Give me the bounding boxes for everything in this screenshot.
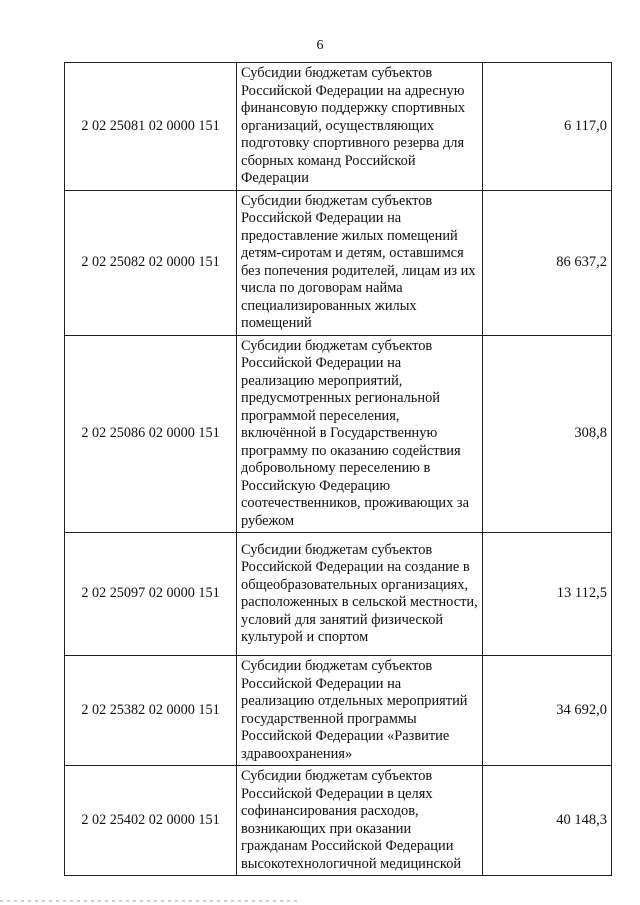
table-row: [65, 190, 612, 335]
amount-cell: 34 692,0: [483, 656, 612, 766]
amount-cell: 13 112,5: [483, 533, 612, 656]
budget-code-cell: 2 02 25086 02 0000 151: [65, 335, 237, 533]
table-row: [65, 656, 612, 766]
budget-revenue-table: [64, 62, 612, 876]
description-cell: Субсидии бюджетам субъектов Российской Федерации на реализацию мероприятий, предусмотренных региональной программой переселения, включённой в Государственную программу по оказанию содействия добровольному переселению в Российскую Федерацию соотечественников, проживающих за рубежом: [237, 335, 483, 533]
table-row: [65, 335, 612, 533]
description-cell: Субсидии бюджетам субъектов Российской Федерации на создание в общеобразовательных организациях, расположенных в сельской местности, условий для занятий физической культурой и спортом: [237, 533, 483, 656]
description-cell: Субсидии бюджетам субъектов Российской Федерации на предоставление жилых помещений детям-сиротам и детям, оставшимся без попечения родителей, лицам из их числа по договорам найма специализированных жилых помещений: [237, 190, 483, 335]
budget-code-cell: 2 02 25097 02 0000 151: [65, 533, 237, 656]
amount-cell: 40 148,3: [483, 766, 612, 876]
page-number: 6: [316, 38, 324, 53]
budget-code-cell: 2 02 25382 02 0000 151: [65, 656, 237, 766]
table-row: [65, 766, 612, 876]
scan-artifact: [0, 900, 300, 902]
budget-code-cell: 2 02 25082 02 0000 151: [65, 190, 237, 335]
amount-cell: 86 637,2: [483, 190, 612, 335]
budget-code-cell: 2 02 25402 02 0000 151: [65, 766, 237, 876]
table-row: [65, 63, 612, 191]
amount-cell: 6 117,0: [483, 63, 612, 191]
table-row: [65, 533, 612, 656]
description-cell: Субсидии бюджетам субъектов Российской Федерации на реализацию отдельных мероприятий государственной программы Российской Федерации «Развитие здравоохранения»: [237, 656, 483, 766]
description-cell: Субсидии бюджетам субъектов Российской Федерации в целях софинансирования расходов, возникающих при оказании гражданам Российской Федерации высокотехнологичной медицинской: [237, 766, 483, 876]
description-cell: Субсидии бюджетам субъектов Российской Федерации на адресную финансовую поддержку спортивных организаций, осуществляющих подготовку спортивного резерва для сборных команд Российской Федерации: [237, 63, 483, 191]
budget-code-cell: 2 02 25081 02 0000 151: [65, 63, 237, 191]
amount-cell: 308,8: [483, 335, 612, 533]
